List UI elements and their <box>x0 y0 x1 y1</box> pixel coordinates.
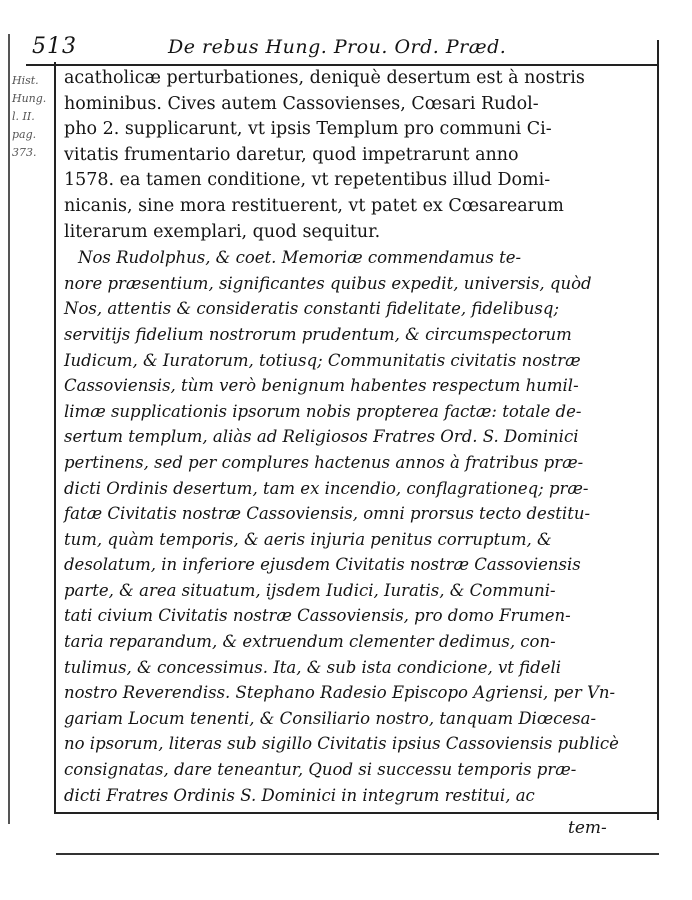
catchword: tem- <box>568 818 607 838</box>
text-line: Nos Rudolphus, & coet. Memoriæ commendamus te- <box>78 248 522 268</box>
text-line: 1578. ea tamen conditione, vt repetentibus illud Domi- <box>64 170 551 191</box>
text-line: Iudicum, & Iuratorum, totiusq; Communitatis civitatis nostræ <box>64 350 581 370</box>
text-line: dicti Fratres Ordinis S. Dominici in integrum restitui, ac <box>64 785 535 805</box>
margin-note-line: Hist. <box>12 74 39 87</box>
text-line: fatæ Civitatis nostræ Cassoviensis, omni prorsus tecto destitu- <box>64 504 591 524</box>
text-line: tum, quàm temporis, & aeris injuria penitus corruptum, & <box>64 529 552 549</box>
margin-note <box>12 72 52 162</box>
text-line: gariam Locum tenenti, & Consiliario nostro, tanquam Diœcesa- <box>64 708 597 728</box>
text-line: hominibus. Cives autem Cassovienses, Cœsari Rudol- <box>64 93 539 114</box>
text-line: vitatis frumentario daretur, quod impetrarunt anno <box>64 144 519 165</box>
text-line: consignatas, dare teneantur, Quod si successu temporis præ- <box>64 760 577 780</box>
text-line: limæ supplicationis ipsorum nobis propterea factæ: totale de- <box>64 401 582 421</box>
text-line: no ipsorum, literas sub sigillo Civitatis ipsius Cassoviensis publicè <box>64 734 619 754</box>
charter-quotation <box>64 245 654 808</box>
margin-note-line: pag. <box>12 128 37 141</box>
text-line: servitijs fidelium nostrorum prudentum, & circumspectorum <box>64 324 572 344</box>
text-line: nicanis, sine mora restituerent, vt patet ex Cœsarearum <box>64 195 564 216</box>
text-frame-right-rule <box>657 40 659 820</box>
text-frame-left-rule <box>54 62 56 814</box>
page-edge-line <box>8 34 10 824</box>
narrative-paragraph <box>64 66 654 245</box>
text-line: nore præsentium, significantes quibus expedit, universis, quòd <box>64 273 592 293</box>
text-line: nostro Reverendiss. Stephano Radesio Episcopo Agriensi, per Vn- <box>64 683 616 703</box>
text-line: sertum templum, aliàs ad Religiosos Fratres Ord. S. Dominici <box>64 427 579 447</box>
text-line: taria reparandum, & extruendum clementer dedimus, con- <box>64 632 556 652</box>
text-line: acatholicæ perturbationes, deniquè desertum est à nostris <box>64 68 585 88</box>
text-line: desolatum, in inferiore ejusdem Civitatis nostræ Cassoviensis <box>64 555 581 575</box>
text-line: pho 2. supplicarunt, vt ipsis Templum pro communi Ci- <box>64 119 552 140</box>
text-line: parte, & area situatum, ijsdem Iudici, Iuratis, & Communi- <box>64 580 556 600</box>
text-line: tati civium Civitatis nostræ Cassoviensis, pro domo Frumen- <box>64 606 571 626</box>
text-line: pertinens, sed per complures hactenus annos à fratribus præ- <box>64 452 584 472</box>
page-number: 513 <box>32 34 77 59</box>
text-line: Nos, attentis & consideratis constanti fidelitate, fidelibusq; <box>64 299 560 319</box>
margin-note-line: l. II. <box>12 110 35 123</box>
margin-note-line: Hung. <box>12 92 47 105</box>
bottom-rule <box>56 853 659 855</box>
margin-note-line: 373. <box>12 146 37 159</box>
footer-rule <box>56 812 659 814</box>
text-line: dicti Ordinis desertum, tam ex incendio, conflagrationeq; præ- <box>64 478 589 498</box>
text-line: literarum exemplari, quod sequitur. <box>64 221 381 242</box>
running-head: De rebus Hung. Prou. Ord. Præd. <box>168 36 507 58</box>
text-line: tulimus, & concessimus. Ita, & sub ista condicione, vt fideli <box>64 657 562 677</box>
body-text <box>64 66 654 808</box>
text-line: Cassoviensis, tùm verò benignum habentes respectum humil- <box>64 376 579 396</box>
